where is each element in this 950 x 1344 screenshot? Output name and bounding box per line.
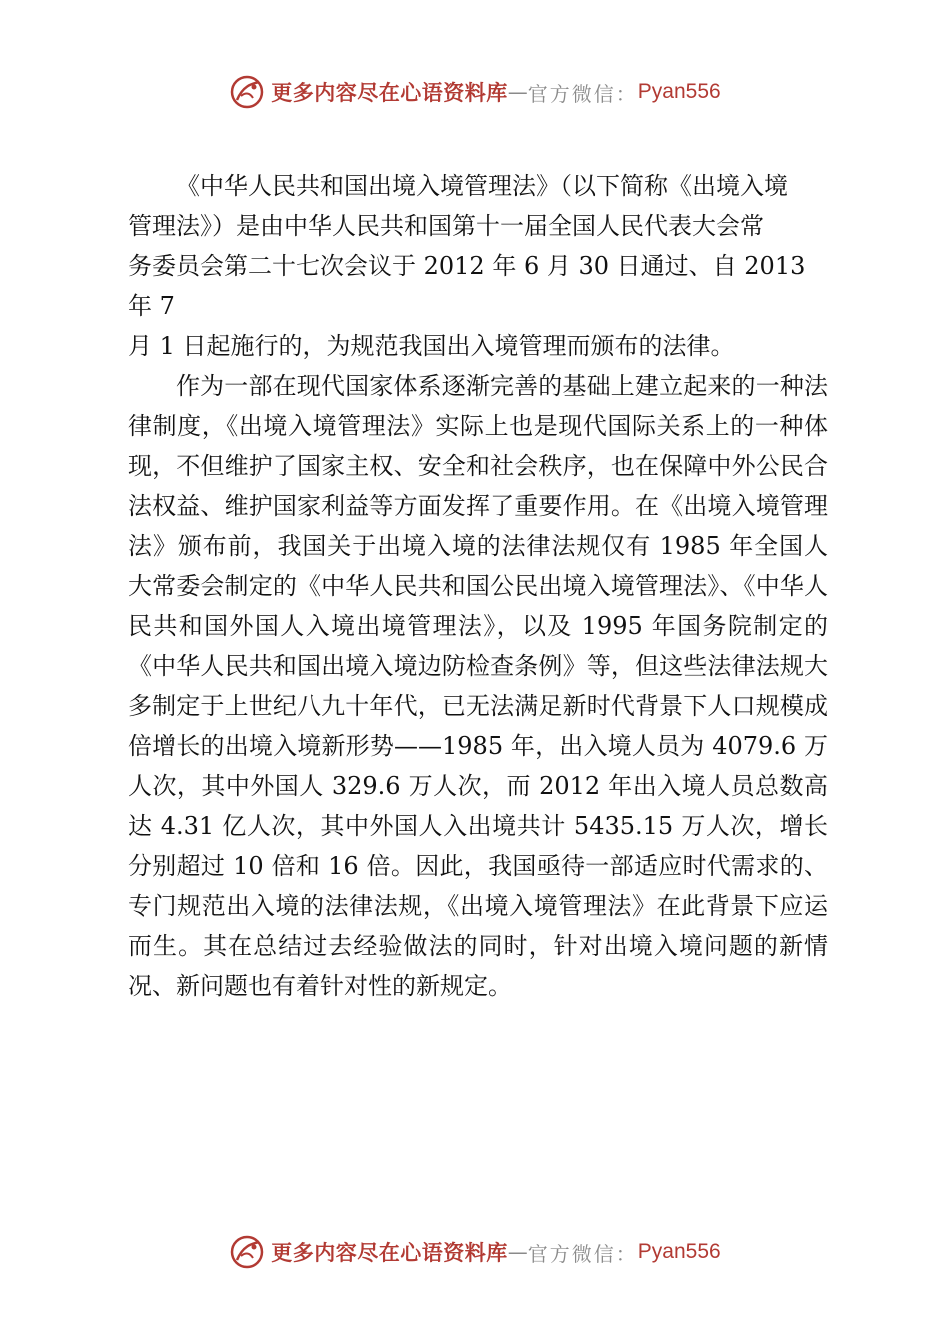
header-contact-label: 官方微信：: [527, 81, 638, 106]
header-wechat-id: Pyan556: [637, 80, 721, 103]
footer-contact-label: 官方微信：: [527, 1241, 638, 1266]
paragraph-intro: [128, 166, 828, 366]
paragraph-background: 作为一部在现代国家体系逐渐完善的基础上建立起来的一种法律制度，《出境入境管理法》实际上也是现代国际关系上的一种体现，不但维护了国家主权、安全和社会秩序，也在保障中外公民合法权益、维护国家利益等方面发挥了重要作用。在《出境入境管理法》颁布前，我国关于出境入境的法律法规仅有 1985 年全国人大常委会制定的《中华人民共和国公民出境入境管理法》、《中华人民共和国外国人入境出境管理法》，以及 1995 年国务院制定的《中华人民共和国出境入境边防检查条例》等，但这些法律法规大多制定于上世纪八九十年代，已无法满足新时代背景下人口规模成倍增长的出境入境新形势——1985 年，出入境人员为 4079.6 万人次，其中外国人 329.6 万人次，而 2012 年出入境人员总数高达 4.31 亿人次，其中外国人入出境共计 5435.15 万人次，增长分别超过 10 倍和 16 倍。因此，我国亟待一部适应时代需求的、专门规范出入境的法律法规，《出境入境管理法》在此背景下应运而生。其在总结过去经验做法的同时，针对出境入境问题的新情况、新问题也有着针对性的新规定。: [128, 372, 828, 1000]
brand-logo-icon: [229, 1234, 265, 1270]
paragraph-line: 《中华人民共和国出境入境管理法》（以下简称《出境入境: [176, 172, 788, 200]
footer-banner: [0, 1232, 950, 1272]
header-banner: [0, 72, 950, 112]
paragraph-line: 管理法》）是由中华人民共和国第十一届全国人民代表大会常: [128, 212, 764, 240]
paragraph-line: 年 7: [128, 292, 175, 320]
brand-logo-icon: [229, 74, 265, 110]
footer-separator: —: [507, 1240, 528, 1264]
header-separator: —: [507, 80, 528, 104]
footer-wechat-id: Pyan556: [637, 1240, 721, 1263]
footer-brand-text: 更多内容尽在心语资料库: [271, 1240, 508, 1265]
paragraph-line: 月 1 日起施行的，为规范我国出入境管理而颁布的法律。: [128, 332, 735, 360]
paragraph-line: 务委员会第二十七次会议于 2012 年 6 月 30 日通过、自 2013: [128, 252, 806, 280]
document-body: [128, 166, 828, 1006]
header-brand-text: 更多内容尽在心语资料库: [271, 80, 508, 105]
